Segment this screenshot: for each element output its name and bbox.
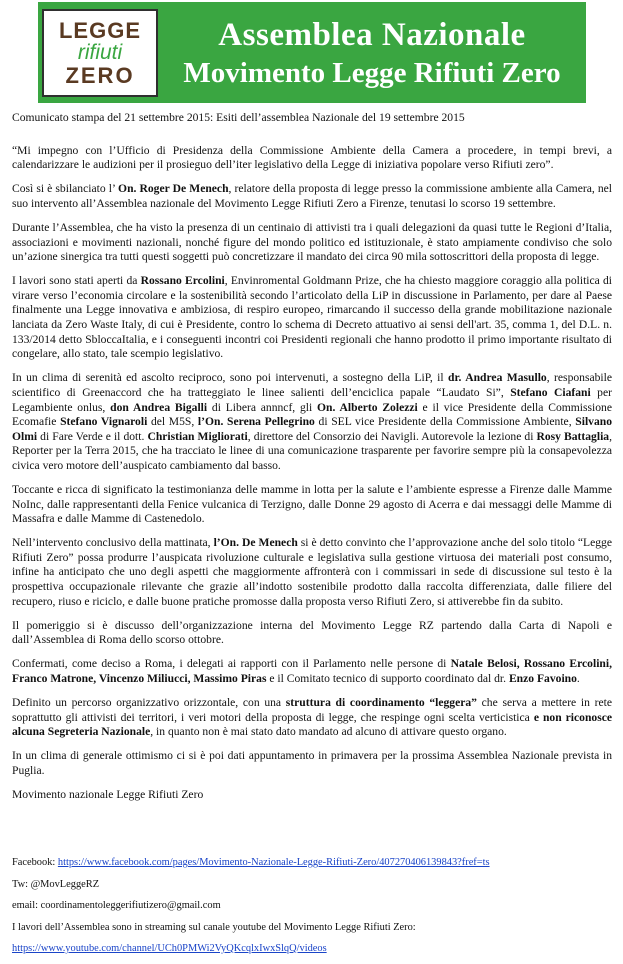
text: . (576, 672, 580, 685)
bold-name: Christian Migliorati (147, 429, 248, 443)
bold-phrase: e non riconosce alcuna Segreteria Nazionale (12, 710, 612, 739)
banner-title-line-2: Movimento Legge Rifiuti Zero (183, 56, 561, 89)
bold-name: dr. Andrea Masullo (448, 371, 547, 385)
text: e il Comitato tecnico di supporto coordinato dal dr. (266, 672, 509, 685)
logo-line-2: rifiuti (77, 40, 123, 64)
paragraph-2 (12, 182, 612, 211)
text: di SEL vice Presidente della Commissione Ambiente, (314, 415, 576, 429)
bold-name: Stefano Ciafani (510, 385, 591, 399)
facebook-line (12, 856, 612, 869)
paragraph-7 (12, 536, 612, 609)
logo-line-1: LEGGE (58, 17, 141, 43)
text: Così si è sbilanciato l’ (12, 182, 119, 196)
email-line (12, 899, 612, 912)
signature: Movimento nazionale Legge Rifiuti Zero (12, 788, 204, 802)
press-release-subject: Comunicato stampa del 21 settembre 2015: Esiti dell’assemblea Nazionale del 19 settembre 2015 (12, 111, 465, 124)
text: Definito un percorso organizzativo orizzontale, con una (12, 696, 286, 710)
banner-title-line-1: Assemblea Nazionale (218, 16, 526, 53)
text: di Fare Verde e il dott. (37, 429, 148, 443)
legge-rifiuti-zero-logo (42, 9, 158, 97)
bold-names: Natale Belosi, Rossano Ercolini, Franco Matrone, Vincenzo Miliucci, Massimo Piras (12, 657, 612, 685)
text: che serva a mettere in rete soprattutto gli attivisti dei territori, i veri motori della proposta di legge, che respinge ogni scelta verticistica (12, 696, 612, 724)
header-banner (38, 2, 586, 103)
text: , Envinromental Goldmann Prize, che ha chiesto maggiore coraggio alla politica di virare verso l’economia circolare e la sostenibilità secondo l’articolato della LiP in discussione in Parlamento, per dare al Paese finalmente una Legge innovativa e ambiziosa, di respiro europeo, rimarcando il successo della grande mobilitazione nazionale lanciata da Zero Waste Italy, di cui è Presidente, contro lo schema di Decreto attuativo ai sensi dell'art. 35, comma 1, del D.L. n. 133/2014 detto SbloccaItalia, e i conseguenti incontri coi Presidenti regionali che hanno prodotto il primo importante risultato di congelare, allo stato, tale scempio legislativo. (12, 274, 613, 361)
bold-name: Stefano Vignaroli (60, 415, 148, 429)
paragraph-3: Durante l’Assemblea, che ha visto la presenza di un centinaio di attivisti tra i quali delegazioni da quasi tutte le Regioni d’Italia, associazioni e movimenti nazionali, nonché figure del mondo politico ed istituzionale, è stato ampiamente condiviso che solo un’azione sinergica tra tutti questi soggetti può concretizzare il mandato dei circa 90 mila sottoscrittori della proposta di legge. (12, 220, 612, 264)
bold-phrase: struttura di coordinamento “leggera” (285, 696, 477, 710)
paragraph-9 (12, 657, 612, 686)
bold-name: l’On. Serena Pellegrino (197, 415, 315, 429)
banner-title (158, 15, 586, 91)
bold-name: l’On. De Menech (213, 536, 298, 550)
bold-name: On. Roger De Menech (118, 182, 229, 196)
bold-name: Silvano Olmi (12, 415, 613, 443)
text: Confermati, come deciso a Roma, i delegati ai rapporti con il Parlamento nelle persone di (12, 657, 451, 671)
text: In un clima di serenità ed ascolto reciproco, sono poi intervenuti, a sostegno della LiP, il (12, 371, 449, 385)
paragraph-5 (12, 371, 612, 473)
text: I lavori sono stati aperti da (12, 274, 141, 288)
text: di Libera annncf, gli (207, 400, 318, 414)
bold-name: On. Alberto Zolezzi (317, 400, 418, 414)
facebook-label: Facebook: (12, 857, 58, 868)
contact-footer (12, 856, 612, 964)
email-address: coordinamentoleggerifiutizero@gmail.com (40, 900, 221, 911)
press-release-body (12, 111, 612, 812)
bold-name: don Andrea Bigalli (110, 400, 208, 414)
email-label: email: (12, 900, 41, 911)
streaming-note: I lavori dell’Assemblea sono in streaming sul canale youtube del Movimento Legge Rifiuti Zero: (12, 921, 416, 933)
paragraph-quote: “Mi impegno con l’Ufficio di Presidenza della Commissione Ambiente della Camera a procedere, in tempi brevi, a calendarizzare le audizioni per il prosieguo dell’iter legislativo della Legge di iniziativa popolare verso Rifiuti zero”. (12, 143, 612, 172)
paragraph-4 (12, 274, 612, 362)
logo-line-3: ZERO (65, 62, 135, 88)
youtube-line (12, 942, 612, 955)
youtube-link[interactable]: https://www.youtube.com/channel/UCh0PMWi2VyQKcqlxIwxSlqQ/videos (12, 943, 327, 954)
text: per Legambiente onlus, (12, 385, 612, 414)
text: e il vice Presidente della Commissione Ecomafie (12, 400, 612, 429)
text: , relatore della proposta di legge presso la commissione ambiente alla Camera, nel suo intervento all’Assemblea nazionale del Movimento Legge Rifiuti Zero a Firenze, tenutasi lo scorso 19 settembre. (12, 182, 612, 210)
text: , Reporter per la Terra 2015, che ha tracciato le linee di una comunicazione trasparente per favorire sempre più la consapevolezza civica vero motore dell’auspicato cambiamento dal basso. (12, 429, 612, 472)
text: , direttore del Consorzio dei Navigli. Autorevole la lezione di (247, 429, 537, 443)
bold-name: Enzo Favoino (508, 672, 577, 685)
text: si è detto convinto che l’approvazione anche del solo titolo “Legge Rifiuti Zero” possa produrre l’auspicata rivoluzione culturale e legislativa sulla gestione virtuosa dei materiali post consumo, infine ha anticipato che uno degli aspetti che maggiormente affronterà con i commissari in sede di discussione sul testo è la prospettiva occupazionale rilevante che grazie all’indotto sostenibile prodotto dalla raccolta differenziata, dalle filiere del recupero, riuso e riciclo, e dalle buone pratiche promosse dalla proposta verso Rifiuti Zero, si attiverebbe fin da subito. (12, 536, 613, 608)
text: , in quanto non è mai stato dato mandato ad alcuno di attivare questo organo. (150, 725, 507, 739)
paragraph-6: Toccante e ricca di significato la testimonianza delle mamme in lotta per la salute e l’ambiente espresse a Firenze dalle Mamme NoInc, dalle rappresentanti della Fenice vulcanica di Terzigno, dalle Donne 29 agosto di Acerra e dai messaggi delle Mamme di Massafra e dalle Mamme di Castenedolo. (12, 482, 612, 526)
paragraph-8: Il pomeriggio si è discusso dell’organizzazione interna del Movimento Legge RZ partendo dalla Carta di Napoli e dall’Assemblea di Roma dello scorso ottobre. (12, 618, 612, 647)
text: Nell’intervento conclusivo della mattinata, (12, 536, 214, 550)
facebook-link[interactable]: https://www.facebook.com/pages/Movimento-Nazionale-Legge-Rifiuti-Zero/407270406139843?fref=ts (57, 857, 490, 868)
bold-name: Rosy Battaglia (536, 429, 610, 443)
paragraph-11: In un clima di generale ottimismo ci si è poi dati appuntamento in primavera per la prossima Assemblea Nazionale prevista in Puglia. (12, 749, 612, 777)
text: , responsabile scientifico di Greenaccord che ha tratteggiato le linee salienti dell’enciclica papale “Laudato Si”, (12, 371, 612, 399)
paragraph-10 (12, 696, 612, 740)
bold-name: Rossano Ercolini (140, 274, 225, 288)
text: del M5S, (147, 415, 198, 429)
twitter-handle: Tw: @MovLeggeRZ (12, 878, 100, 890)
